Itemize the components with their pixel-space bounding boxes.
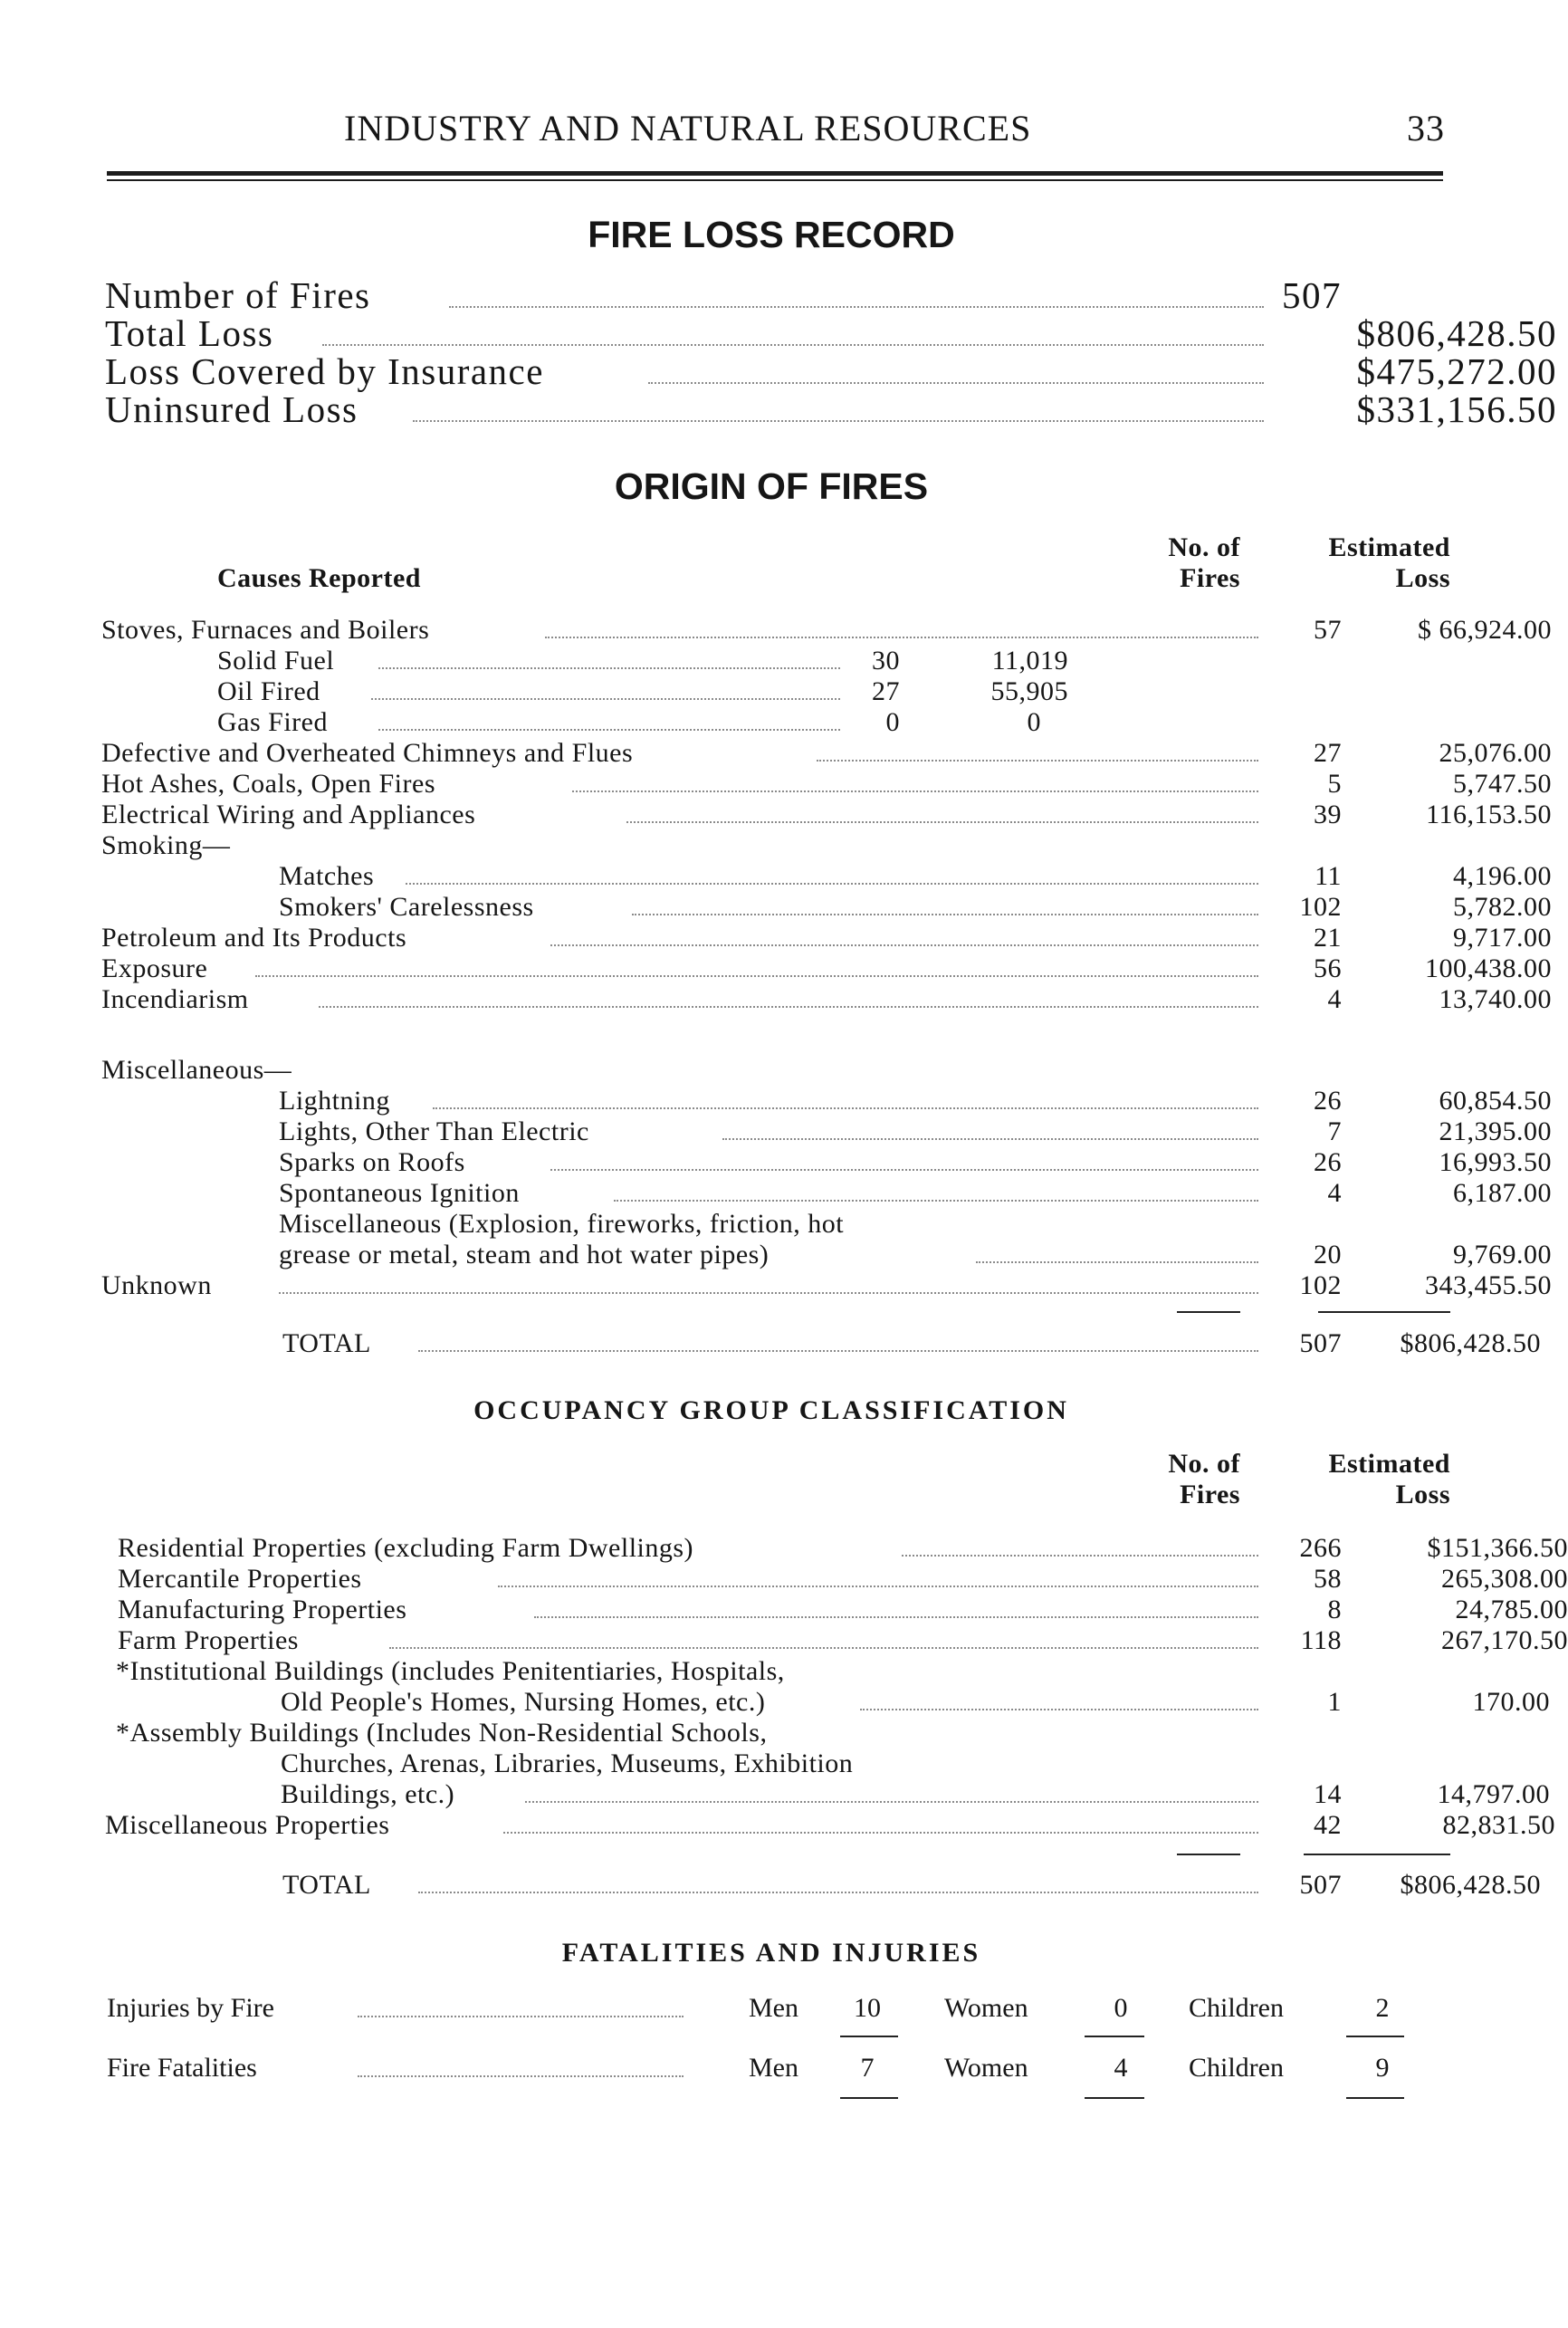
page-number: 33 — [1407, 108, 1445, 148]
table-row — [279, 1086, 1552, 1116]
row-label: Petroleum and Its Products — [101, 923, 407, 953]
summary-row — [105, 350, 1557, 392]
estimated-loss: 5,747.50 — [1453, 769, 1552, 799]
summary-row — [105, 388, 1557, 430]
subtotal-loss: 55,905 — [990, 676, 1068, 706]
fires-count: 5 — [1327, 769, 1342, 799]
column-header-loss — [1267, 1449, 1450, 1510]
table-row — [281, 1779, 1550, 1810]
row-label: Sparks on Roofs — [279, 1147, 465, 1177]
table-row — [101, 800, 1552, 830]
fires-count: 102 — [1299, 892, 1342, 922]
fires-count: 118 — [1300, 1625, 1342, 1655]
total-loss: $806,428.50 — [1400, 1328, 1541, 1358]
fires-count: 42 — [1314, 1810, 1342, 1840]
fire-loss-record-heading: FIRE LOSS RECORD — [588, 214, 955, 255]
table-row — [101, 984, 1552, 1015]
row-label: Buildings, etc.) — [281, 1779, 455, 1809]
column-header-fires-line-2: Fires — [1180, 1480, 1240, 1509]
row-label: Smokers' Carelessness — [279, 892, 534, 922]
table-row-group-heading — [101, 1055, 645, 1086]
fires-count: 266 — [1299, 1533, 1342, 1563]
total-loss: $806,428.50 — [1400, 1870, 1541, 1900]
estimated-loss: 170.00 — [1472, 1687, 1550, 1717]
table-row-continued — [116, 1656, 1112, 1687]
total-rule-loss — [1318, 1311, 1450, 1313]
header-rule-thick — [107, 171, 1443, 176]
table-row — [101, 738, 1552, 769]
children-count: 9 — [1375, 2053, 1390, 2083]
row-label: Miscellaneous— — [101, 1055, 292, 1085]
leader-dots — [413, 420, 1264, 422]
fires-count: 21 — [1314, 923, 1342, 953]
table-row — [118, 1625, 1568, 1656]
row-label: Oil Fired — [217, 676, 320, 706]
fires-count: 27 — [1314, 738, 1342, 768]
column-header-loss-line-2: Loss — [1395, 563, 1450, 593]
men-underline — [840, 2036, 898, 2037]
children-underline — [1346, 2036, 1404, 2037]
row-label: Exposure — [101, 953, 208, 983]
row-label: Residential Properties (excluding Farm Dwellings) — [118, 1533, 694, 1563]
summary-value: $475,272.00 — [1356, 350, 1557, 392]
table-row — [279, 1178, 1552, 1209]
table-row-continued — [279, 1209, 1184, 1240]
leader-dots — [525, 1801, 1258, 1803]
column-header-fires-line-1: No. of — [1168, 532, 1240, 562]
fires-count: 4 — [1327, 1178, 1342, 1208]
leader-dots — [389, 1647, 1258, 1649]
leader-dots — [406, 883, 1258, 885]
women-underline — [1085, 2097, 1144, 2099]
row-label: Stoves, Furnaces and Boilers — [101, 615, 430, 645]
column-header-fires — [1114, 532, 1240, 594]
women-count: 4 — [1114, 2053, 1128, 2083]
column-header-fires-line-1: No. of — [1168, 1449, 1240, 1479]
table-row — [118, 1564, 1568, 1595]
total-fires: 507 — [1299, 1328, 1342, 1358]
total-rule-loss — [1304, 1854, 1450, 1855]
total-label: TOTAL — [282, 1870, 371, 1900]
column-header-loss-line-1: Estimated — [1328, 1449, 1450, 1479]
column-header-loss — [1267, 532, 1450, 594]
summary-label: Uninsured Loss — [105, 388, 359, 430]
table-row-group-heading — [101, 830, 645, 861]
leader-dots — [498, 1586, 1258, 1587]
running-header-title: INDUSTRY AND NATURAL RESOURCES — [344, 108, 1032, 148]
total-rule-fires — [1177, 1854, 1240, 1855]
table-row-continued — [116, 1718, 1112, 1748]
fires-count: 39 — [1314, 800, 1342, 829]
women-count: 0 — [1114, 1993, 1128, 2023]
summary-row — [105, 312, 1557, 354]
table-row — [217, 646, 1123, 676]
row-label: *Assembly Buildings (Includes Non-Residential Schools, — [116, 1718, 768, 1748]
estimated-loss: 267,170.50 — [1441, 1625, 1568, 1655]
women-underline — [1085, 2036, 1144, 2037]
leader-dots — [319, 1006, 1258, 1008]
row-label: Smoking— — [101, 830, 231, 860]
row-label: Defective and Overheated Chimneys and Flues — [101, 738, 634, 768]
children-count: 2 — [1375, 1993, 1390, 2023]
estimated-loss: 5,782.00 — [1453, 892, 1552, 922]
summary-value: $331,156.50 — [1356, 388, 1557, 430]
leader-dots — [503, 1832, 1258, 1834]
summary-label: Number of Fires — [105, 274, 371, 316]
table-row — [101, 1270, 1552, 1301]
table-row — [279, 1147, 1552, 1178]
leader-dots — [418, 1350, 1258, 1352]
table-row — [217, 707, 1123, 738]
table-row — [105, 1810, 1555, 1841]
fires-count: 57 — [1314, 615, 1342, 645]
men-count: 7 — [860, 2053, 875, 2083]
table-row — [118, 1533, 1568, 1564]
row-label: Churches, Arenas, Libraries, Museums, Exhibition — [281, 1748, 854, 1778]
table-row — [101, 923, 1552, 953]
row-label: Hot Ashes, Coals, Open Fires — [101, 769, 435, 799]
row-label: Incendiarism — [101, 984, 249, 1014]
table-row — [101, 953, 1552, 984]
leader-dots — [614, 1200, 1258, 1202]
estimated-loss: 9,717.00 — [1453, 923, 1552, 953]
total-row — [282, 1870, 1541, 1901]
total-rule-fires — [1177, 1311, 1240, 1313]
total-row — [282, 1328, 1541, 1359]
column-header-loss-line-1: Estimated — [1328, 532, 1450, 562]
children-label: Children — [1189, 1993, 1284, 2023]
column-header-causes: Causes Reported — [217, 563, 421, 593]
column-header-fires-line-2: Fires — [1180, 563, 1240, 593]
table-row — [101, 615, 1552, 646]
estimated-loss: 16,993.50 — [1439, 1147, 1552, 1177]
fires-count: 56 — [1314, 953, 1342, 983]
table-row — [279, 861, 1552, 892]
subtotal-count: 30 — [872, 646, 900, 675]
estimated-loss: 116,153.50 — [1426, 800, 1552, 829]
origin-of-fires-heading: ORIGIN OF FIRES — [614, 465, 929, 507]
row-label: Old People's Homes, Nursing Homes, etc.) — [281, 1687, 766, 1717]
fires-count: 7 — [1327, 1116, 1342, 1146]
running-header — [344, 107, 1467, 152]
header-rule-thin — [107, 179, 1443, 181]
row-label: grease or metal, steam and hot water pipes) — [279, 1240, 770, 1269]
summary-value: 507 — [1282, 274, 1342, 316]
column-header-loss-line-2: Loss — [1395, 1480, 1450, 1509]
row-label: Solid Fuel — [217, 646, 335, 675]
fires-count: 102 — [1299, 1270, 1342, 1300]
leader-dots — [648, 382, 1264, 384]
estimated-loss: 82,831.50 — [1442, 1810, 1555, 1840]
column-header-fires — [1114, 1449, 1240, 1510]
fatalities-row-label: Fire Fatalities — [107, 2053, 257, 2083]
table-row — [279, 892, 1552, 923]
leader-dots — [322, 344, 1264, 346]
subtotal-count: 27 — [872, 676, 900, 706]
estimated-loss: $ 66,924.00 — [1418, 615, 1552, 645]
estimated-loss: 60,854.50 — [1439, 1086, 1552, 1116]
table-row — [118, 1595, 1568, 1625]
women-label: Women — [944, 1993, 1028, 2023]
leader-dots — [449, 306, 1264, 308]
row-label: Spontaneous Ignition — [279, 1178, 520, 1208]
leader-dots — [418, 1892, 1258, 1893]
leader-dots — [632, 914, 1258, 915]
leader-dots — [358, 2016, 684, 2017]
estimated-loss: 13,740.00 — [1439, 984, 1552, 1014]
summary-label: Loss Covered by Insurance — [105, 350, 544, 392]
subtotal-loss: 11,019 — [991, 646, 1068, 675]
summary-value: $806,428.50 — [1356, 312, 1557, 354]
leader-dots — [371, 698, 840, 700]
men-underline — [840, 2097, 898, 2099]
row-label: Miscellaneous Properties — [105, 1810, 390, 1840]
leader-dots — [255, 975, 1258, 977]
fires-count: 58 — [1314, 1564, 1342, 1594]
fires-count: 26 — [1314, 1086, 1342, 1116]
subtotal-count: 0 — [885, 707, 900, 737]
children-underline — [1346, 2097, 1404, 2099]
leader-dots — [378, 729, 840, 731]
total-fires: 507 — [1299, 1870, 1342, 1900]
men-label: Men — [749, 2053, 798, 2083]
fires-count: 11 — [1315, 861, 1342, 891]
leader-dots — [860, 1709, 1258, 1710]
row-label: Lights, Other Than Electric — [279, 1116, 589, 1146]
leader-dots — [722, 1138, 1258, 1140]
men-count: 10 — [854, 1993, 881, 2023]
estimated-loss: 6,187.00 — [1453, 1178, 1552, 1208]
leader-dots — [433, 1107, 1258, 1109]
leader-dots — [534, 1616, 1258, 1618]
row-label: Manufacturing Properties — [118, 1595, 407, 1624]
summary-row — [105, 275, 1443, 315]
occupancy-heading: OCCUPANCY GROUP CLASSIFICATION — [473, 1395, 1069, 1425]
table-row — [217, 676, 1123, 707]
leader-dots — [902, 1555, 1258, 1557]
estimated-loss: $151,366.50 — [1427, 1533, 1568, 1563]
row-label: Mercantile Properties — [118, 1564, 362, 1594]
children-label: Children — [1189, 2053, 1284, 2083]
fires-count: 14 — [1314, 1779, 1342, 1809]
men-label: Men — [749, 1993, 798, 2023]
estimated-loss: 343,455.50 — [1425, 1270, 1552, 1300]
leader-dots — [626, 821, 1258, 823]
estimated-loss: 9,769.00 — [1453, 1240, 1552, 1269]
row-label: Farm Properties — [118, 1625, 299, 1655]
row-label: Matches — [279, 861, 375, 891]
fatalities-heading: FATALITIES AND INJURIES — [561, 1938, 981, 1968]
leader-dots — [550, 1169, 1258, 1171]
subtotal-loss: 0 — [1027, 707, 1041, 737]
fires-count: 4 — [1327, 984, 1342, 1014]
leader-dots — [550, 944, 1258, 946]
women-label: Women — [944, 2053, 1028, 2083]
estimated-loss: 14,797.00 — [1437, 1779, 1550, 1809]
row-label: Lightning — [279, 1086, 390, 1116]
table-row — [279, 1116, 1552, 1147]
leader-dots — [279, 1292, 1258, 1294]
table-row — [281, 1687, 1550, 1718]
estimated-loss: 25,076.00 — [1439, 738, 1552, 768]
fatalities-row-label: Injuries by Fire — [107, 1993, 274, 2023]
fires-count: 26 — [1314, 1147, 1342, 1177]
leader-dots — [545, 637, 1258, 638]
estimated-loss: 100,438.00 — [1425, 953, 1552, 983]
total-label: TOTAL — [282, 1328, 371, 1358]
leader-dots — [378, 667, 840, 669]
table-row-continued — [281, 1748, 1186, 1779]
row-label: Electrical Wiring and Appliances — [101, 800, 476, 829]
leader-dots — [572, 790, 1258, 792]
row-label: Unknown — [101, 1270, 212, 1300]
fires-count: 8 — [1327, 1595, 1342, 1624]
fires-count: 20 — [1314, 1240, 1342, 1269]
leader-dots — [358, 2075, 684, 2077]
table-row — [101, 769, 1552, 800]
table-row — [279, 1240, 1552, 1270]
row-label: *Institutional Buildings (includes Penitentiaries, Hospitals, — [116, 1656, 785, 1686]
estimated-loss: 24,785.00 — [1455, 1595, 1568, 1624]
estimated-loss: 265,308.00 — [1441, 1564, 1568, 1594]
estimated-loss: 21,395.00 — [1439, 1116, 1552, 1146]
estimated-loss: 4,196.00 — [1453, 861, 1552, 891]
leader-dots — [817, 760, 1258, 762]
row-label: Gas Fired — [217, 707, 328, 737]
summary-label: Total Loss — [105, 312, 274, 354]
fires-count: 1 — [1327, 1687, 1342, 1717]
row-label: Miscellaneous (Explosion, fireworks, friction, hot — [279, 1209, 845, 1239]
